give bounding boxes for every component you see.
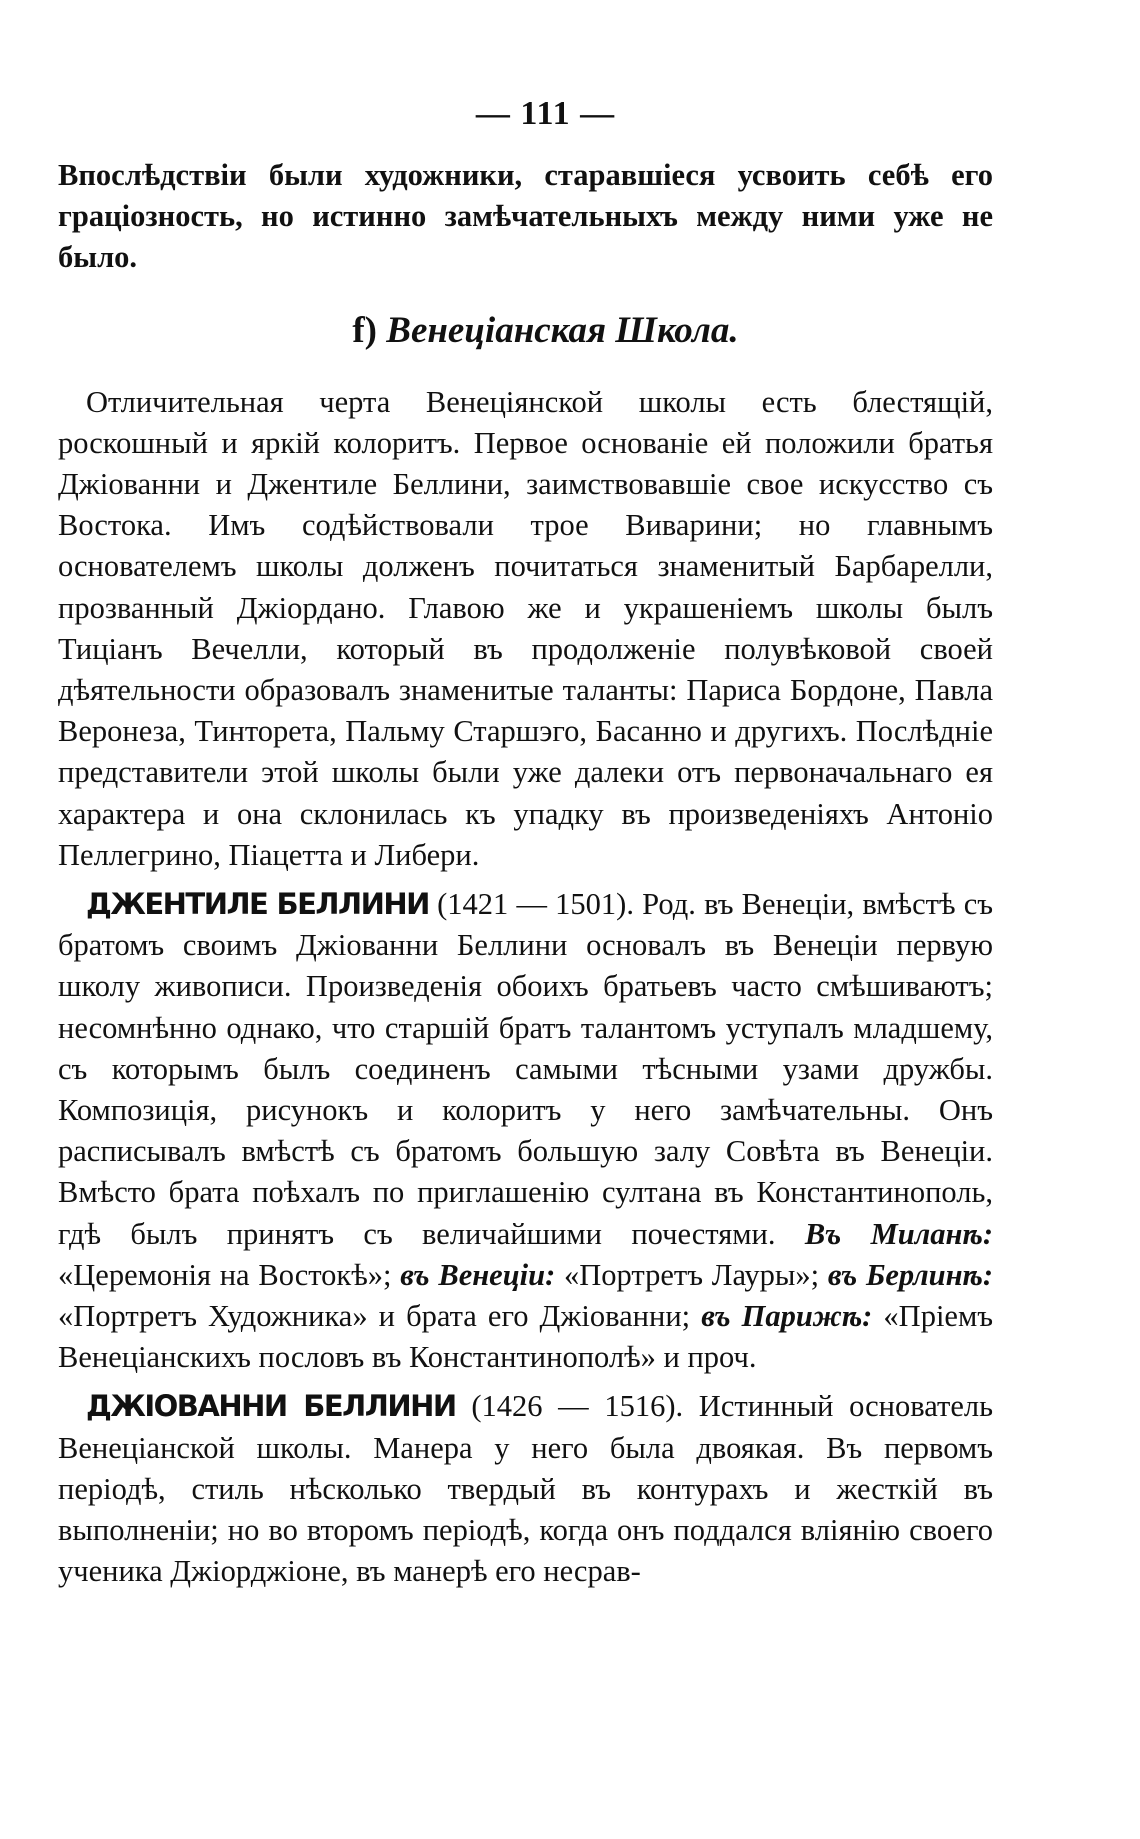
- entry-text: Род. въ Венеціи, вмѣстѣ съ братомъ своимъ Джіованни Беллини основалъ въ Венеціи первую школу живописи. Произведенія обоихъ братьевъ часто смѣшиваютъ; несомнѣнно однако, что старшій братъ талантомъ уступалъ младшему, съ которымъ былъ соединенъ самыми тѣсными узами дружбы. Композиція, рисунокъ и колоритъ у него замѣчательны. Онъ расписывалъ вмѣстѣ съ братомъ большую залу Совѣта въ Венеціи. Вмѣсто брата поѣхалъ по приглашенію султана въ Константинополь, гдѣ былъ принятъ съ величайшими почестями.: [58, 887, 994, 1251]
- work-title: «Церемонія на Востокѣ»;: [58, 1257, 392, 1292]
- museum-place: въ Венеціи:: [400, 1257, 556, 1292]
- section-paragraph: Отличительная черта Венеціянской школы есть блестящій, роскошный и яркій колоритъ. Первое основаніе ей положили братья Джіованни и Джентиле Беллини, заимствовавшіе свое искусство съ Востока. Имъ содѣйствовали трое Виварини; но главнымъ основателемъ школы долженъ почитаться знаменитый Барбарелли, прозванный Джіордано. Главою же и украшеніемъ школы былъ Тиціанъ Вечелли, который въ продолженіе полувѣковой своей дѣятельности образовалъ знаменитые таланты: Париса Бордоне, Павла Веронеза, Тинторета, Пальму Старшэго, Басанно и другихъ. Послѣдніе представители этой школы были уже далеки отъ первоначальнаго ея характера и она склонилась къ упадку въ произведеніяхъ Антоніо Пеллегрино, Піацетта и Либери.: [58, 384, 993, 872]
- museum-place: въ Берлинѣ:: [827, 1257, 994, 1292]
- entry-gentile-bellini: [58, 884, 993, 1378]
- section-letter: f): [352, 309, 378, 351]
- book-page: [58, 95, 993, 1593]
- work-title: «Портретъ Художника» и брата его Джіованни;: [58, 1299, 691, 1334]
- entry-text: Истинный основатель Венеціанской школы. Манера у него была двоякая. Въ первомъ періодѣ, стиль нѣсколько твердый въ контурахъ и жесткій въ выполненіи; но во второмъ періодѣ, когда онъ поддался вліянію своего ученика Джіорджіоне, въ манерѣ его несрав-: [58, 1389, 993, 1589]
- museum-place: въ Парижѣ:: [701, 1299, 873, 1334]
- entry-name: ДЖЕНТИЛЕ БЕЛЛИНИ: [86, 887, 429, 922]
- section-title: Венеціанская Школа.: [386, 309, 739, 351]
- section-heading: [58, 309, 993, 352]
- entry-giovanni-bellini: [58, 1386, 993, 1592]
- museum-place: Въ Миланѣ:: [804, 1216, 993, 1251]
- entry-dates: (1421 — 1501).: [437, 887, 634, 922]
- page-number: — 111 —: [475, 95, 616, 132]
- entry-name: ДЖІОВАННИ БЕЛЛИНИ: [86, 1389, 456, 1424]
- entry-dates: (1426 — 1516).: [471, 1389, 684, 1424]
- work-title: «Пріемъ Венеціанскихъ пословъ въ Константинополѣ» и проч.: [58, 1299, 994, 1375]
- intro-paragraph: Впослѣдствіи были художники, старавшіеся усвоить себѣ его граціозность, но истинно замѣчательныхъ между ними уже не было.: [58, 158, 993, 275]
- work-title: «Портретъ Лауры»;: [564, 1257, 820, 1292]
